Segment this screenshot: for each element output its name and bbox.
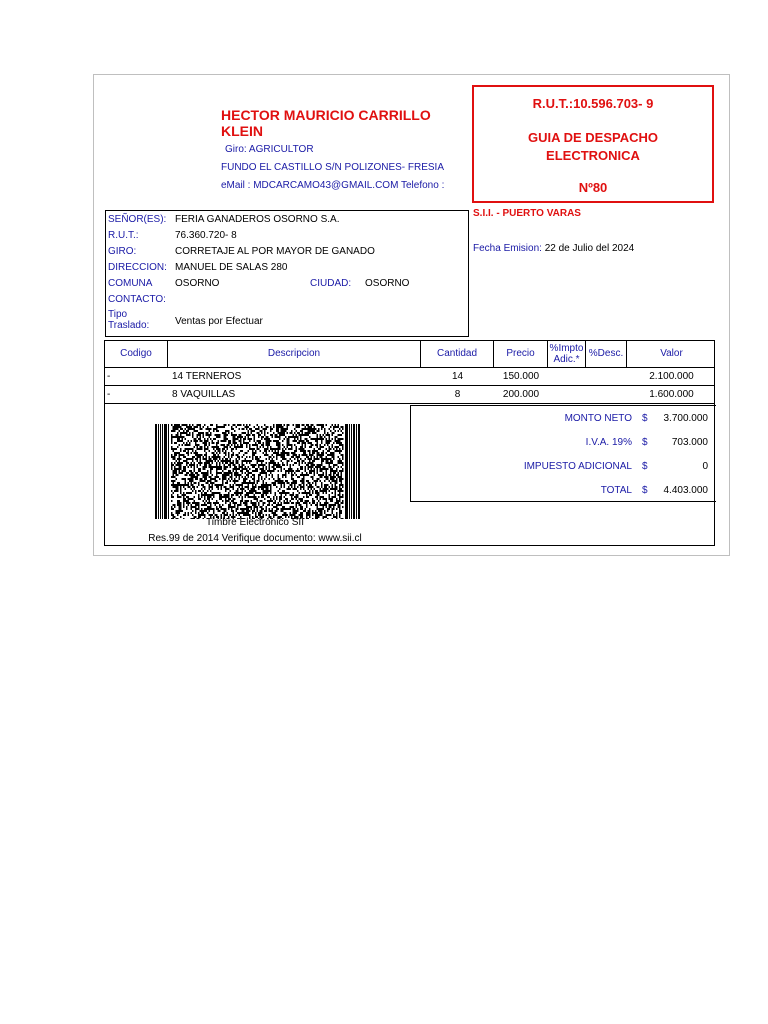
issue-date xyxy=(473,243,634,254)
document-rut: R.U.T.:10.596.703- 9 xyxy=(532,96,654,111)
row-cantidad: 8 xyxy=(454,389,461,400)
neto-label: MONTO NETO xyxy=(564,413,632,424)
row-descripcion: 8 VAQUILLAS xyxy=(172,389,236,400)
document-page xyxy=(93,74,730,556)
client-rut-value: 76.360.720- 8 xyxy=(175,230,237,241)
header-impto-line-1: %Impto xyxy=(549,343,584,354)
client-ciudad-value: OSORNO xyxy=(365,278,410,289)
row-valor: 2.100.000 xyxy=(649,371,694,382)
client-box xyxy=(105,210,469,337)
header-impto-line-2: Adic.* xyxy=(553,354,580,365)
total-row-neto xyxy=(411,412,716,426)
client-senor-label: SEÑOR(ES): xyxy=(108,214,167,225)
client-tipo-label-1: Tipo xyxy=(108,309,128,320)
adicional-value: 0 xyxy=(702,461,708,472)
issue-date-value: 22 de Julio del 2024 xyxy=(544,243,635,254)
client-comuna-label: COMUNA xyxy=(108,278,153,289)
header-cantidad: Cantidad xyxy=(421,341,494,367)
header-impto xyxy=(548,341,586,367)
pdf417-barcode xyxy=(155,424,360,519)
iva-label: I.V.A. 19% xyxy=(585,437,632,448)
adicional-label: IMPUESTO ADICIONAL xyxy=(523,461,632,472)
total-currency: $ xyxy=(642,485,648,496)
iva-value: 703.000 xyxy=(671,437,708,448)
client-contacto-label: CONTACTO: xyxy=(108,294,166,305)
client-senor-value: FERIA GANADEROS OSORNO S.A. xyxy=(175,214,340,225)
client-comuna-value: OSORNO xyxy=(175,278,220,289)
issue-date-label: Fecha Emision: xyxy=(473,243,542,254)
issuer-name: HECTOR MAURICIO CARRILLO KLEIN xyxy=(221,107,431,139)
sii-office: S.I.I. - PUERTO VARAS xyxy=(473,208,581,219)
client-giro-label: GIRO: xyxy=(108,246,137,257)
total-row-total xyxy=(411,484,716,498)
client-tipo-label-2: Traslado: xyxy=(108,320,150,331)
neto-currency: $ xyxy=(642,413,648,424)
totals-box xyxy=(410,405,716,502)
issuer-giro: Giro: AGRICULTOR xyxy=(225,144,314,155)
document-type-line-2: ELECTRONICA xyxy=(546,148,640,163)
client-giro-value: CORRETAJE AL POR MAYOR DE GANADO xyxy=(175,246,375,257)
row-codigo: - xyxy=(107,371,111,382)
document-type-line-1: GUIA DE DESPACHO xyxy=(527,130,658,145)
header-descripcion: Descripcion xyxy=(168,341,421,367)
items-table xyxy=(104,340,715,546)
row-codigo: - xyxy=(107,389,111,400)
timbre-label: Timbre Electrónico SII xyxy=(206,517,304,528)
header-codigo: Codigo xyxy=(105,341,168,367)
client-direccion-label: DIRECCION: xyxy=(108,262,167,273)
row-precio: 150.000 xyxy=(502,371,540,382)
total-value: 4.403.000 xyxy=(663,485,708,496)
timbre-resolution: Res.99 de 2014 Verifique documento: www.sii.cl xyxy=(148,533,362,544)
adicional-currency: $ xyxy=(642,461,648,472)
client-ciudad-label: CIUDAD: xyxy=(310,278,352,289)
document-number: Nº80 xyxy=(578,180,608,195)
header-precio: Precio xyxy=(494,341,548,367)
row-precio: 200.000 xyxy=(502,389,540,400)
client-tipo-value: Ventas por Efectuar xyxy=(175,316,263,327)
table-row xyxy=(105,387,714,404)
issuer-address: FUNDO EL CASTILLO S/N POLIZONES- FRESIA xyxy=(221,162,445,173)
document-id-box xyxy=(472,85,714,203)
header-valor: Valor xyxy=(660,348,683,359)
row-valor: 1.600.000 xyxy=(649,389,694,400)
row-cantidad: 14 xyxy=(451,371,464,382)
row-descripcion: 14 TERNEROS xyxy=(172,371,242,382)
total-row-adicional xyxy=(411,460,716,474)
iva-currency: $ xyxy=(642,437,648,448)
neto-value: 3.700.000 xyxy=(663,413,708,424)
total-label: TOTAL xyxy=(600,485,632,496)
issuer-email-phone: eMail : MDCARCAMO43@GMAIL.COM Telefono : xyxy=(221,180,445,191)
items-table-header xyxy=(105,341,714,368)
client-rut-label: R.U.T.: xyxy=(108,230,139,241)
header-desc: %Desc. xyxy=(586,341,627,367)
client-direccion-value: MANUEL DE SALAS 280 xyxy=(175,262,288,273)
table-row xyxy=(105,369,714,386)
total-row-iva xyxy=(411,436,716,450)
